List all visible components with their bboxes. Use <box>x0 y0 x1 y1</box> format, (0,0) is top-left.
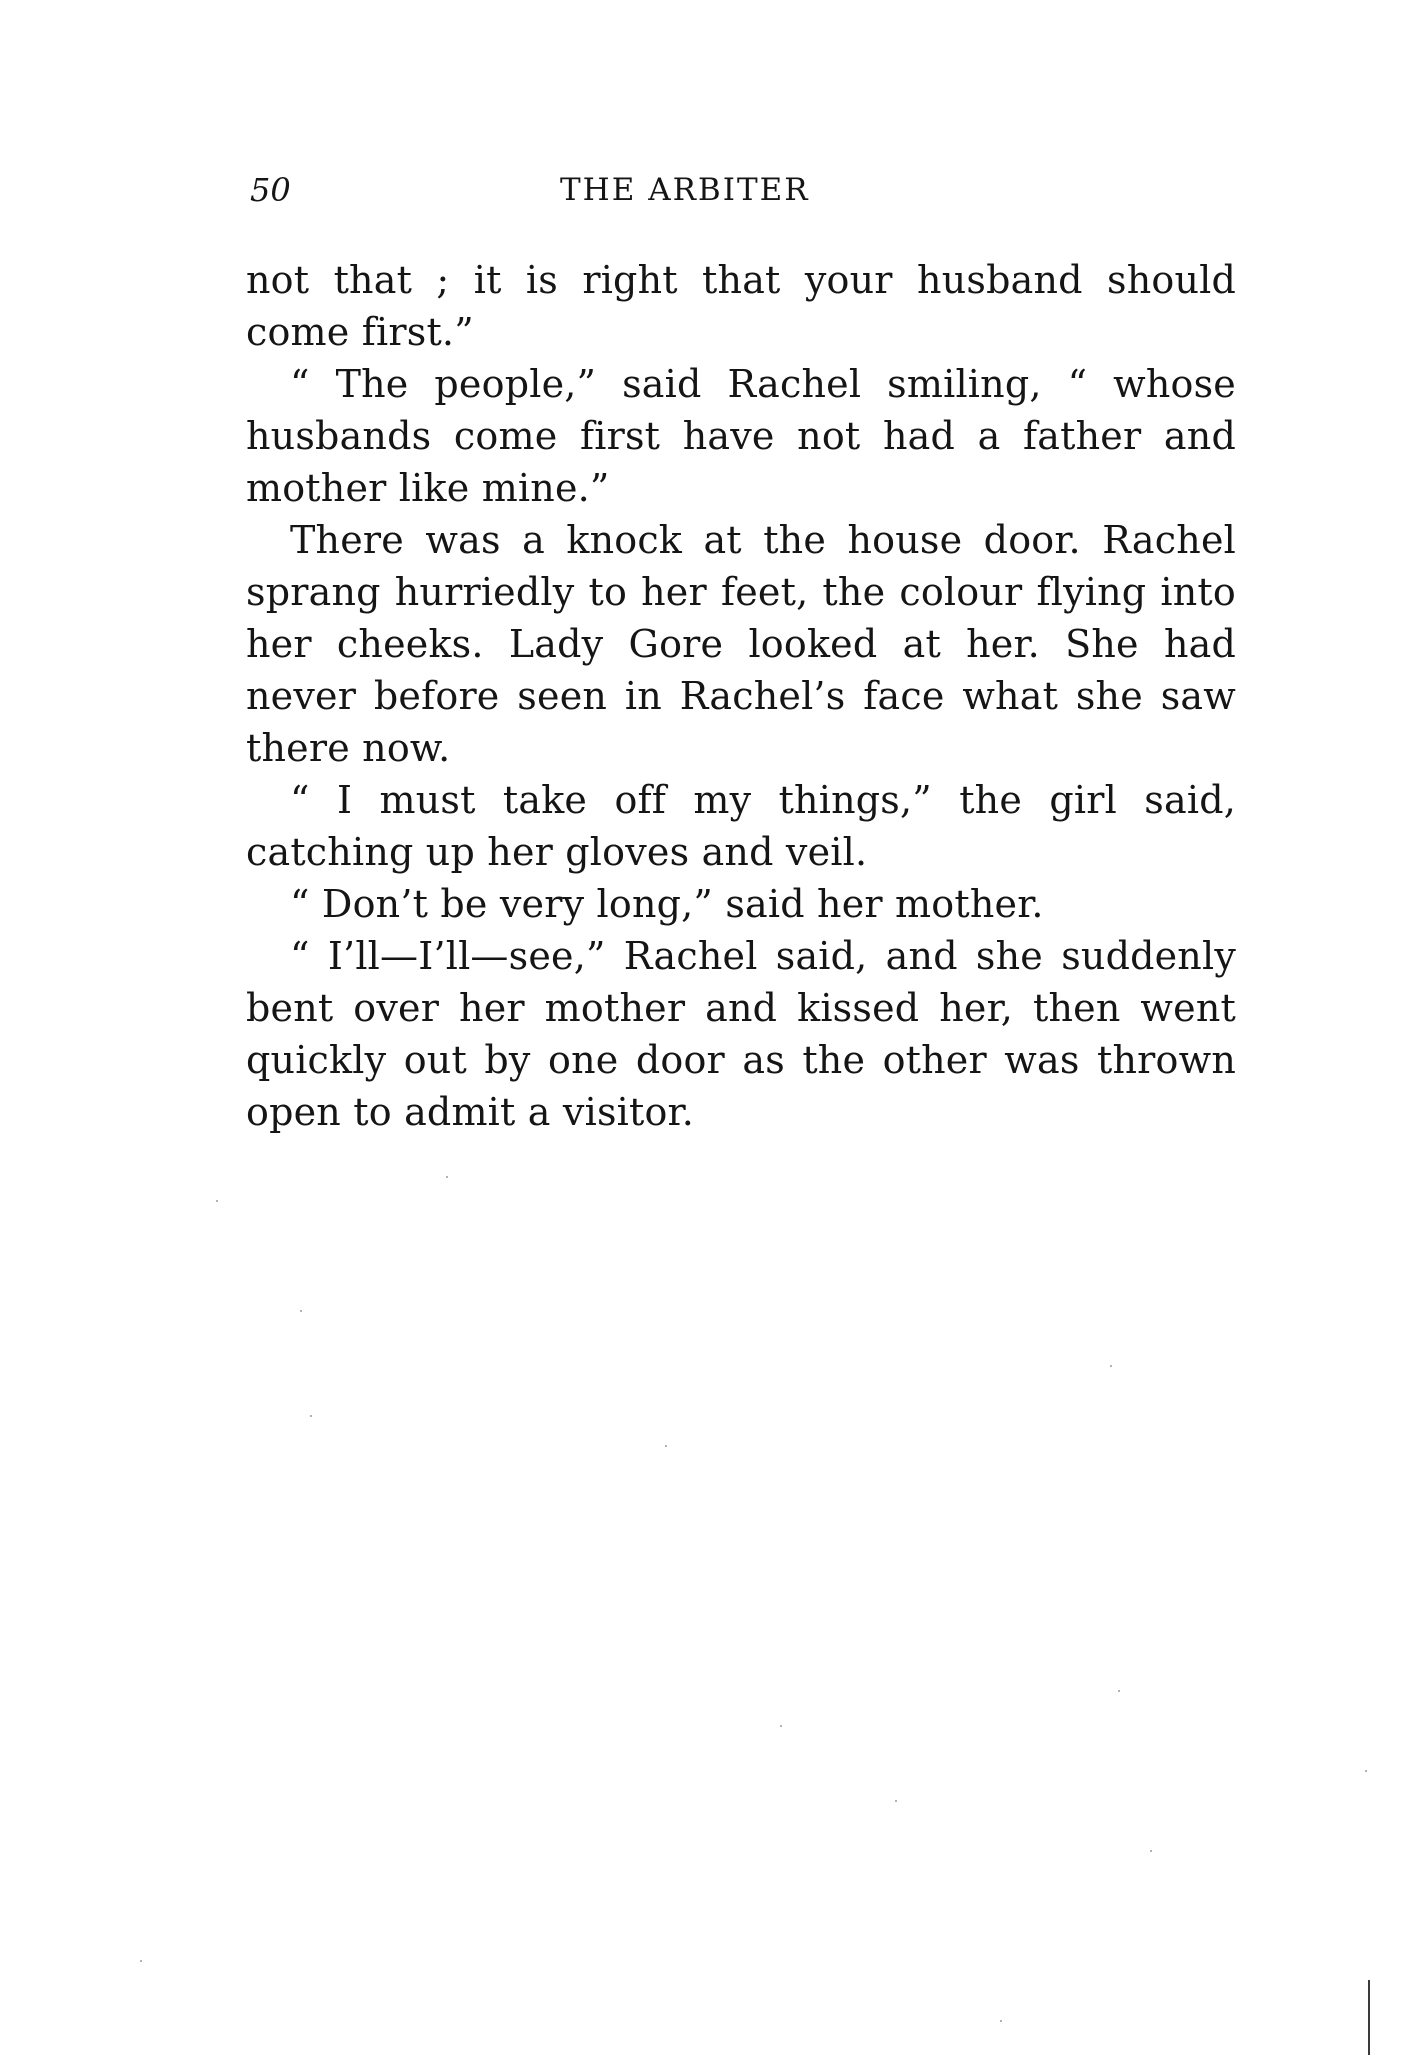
body-text <box>246 254 1236 1138</box>
scan-edge-mark <box>1368 1980 1370 2055</box>
paragraph-1: not that ; it is right that your husband should come first.” <box>246 258 1236 354</box>
scan-speck <box>446 1176 448 1178</box>
paragraph-3: There was a knock at the house door. Rachel sprang hurriedly to her feet, the colour flying into her cheeks. Lady Gore looked at her. She had never before seen in Rachel’s face what she saw there now. <box>246 518 1236 770</box>
page-number: 50 <box>250 171 291 209</box>
scan-speck <box>310 1415 312 1417</box>
scan-speck <box>1000 2020 1002 2022</box>
scan-speck <box>216 1200 218 1202</box>
scan-speck <box>300 1310 302 1312</box>
scan-speck <box>1110 1365 1112 1367</box>
scan-speck <box>1118 1690 1120 1692</box>
paragraph-5: “ Don’t be very long,” said her mother. <box>290 882 1044 926</box>
scan-speck <box>1365 1770 1367 1772</box>
running-title: THE ARBITER <box>560 172 810 208</box>
paragraph-2: “ The people,” said Rachel smiling, “ whose husbands come first have not had a father and mother like mine.” <box>246 362 1236 510</box>
scan-speck <box>895 1800 897 1802</box>
paragraph-6: “ I’ll—I’ll—see,” Rachel said, and she suddenly bent over her mother and kissed her, then went quickly out by one door as the other was thrown open to admit a visitor. <box>246 934 1236 1134</box>
scan-speck <box>780 1725 782 1727</box>
scan-speck <box>1150 1850 1152 1852</box>
scan-speck <box>140 1960 142 1962</box>
paragraph-4: “ I must take off my things,” the girl said, catching up her gloves and veil. <box>246 778 1236 874</box>
scan-speck <box>665 1445 667 1447</box>
